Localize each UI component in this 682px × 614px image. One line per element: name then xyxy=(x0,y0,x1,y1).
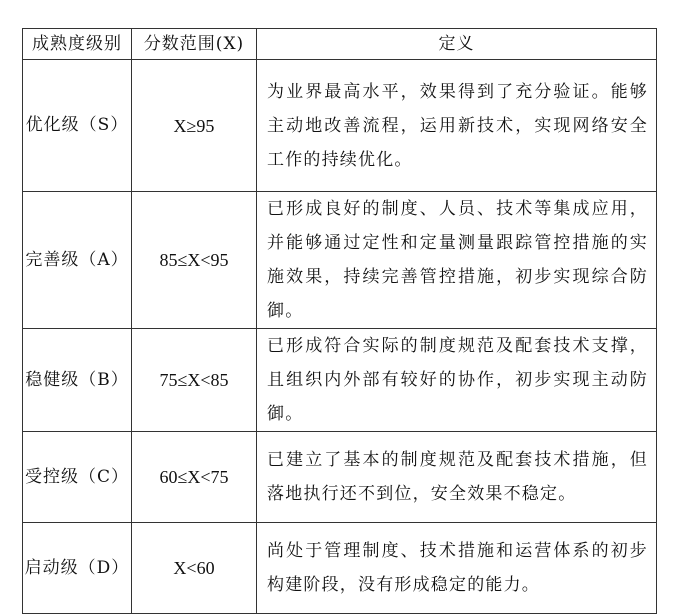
definition-cell: 为业界最高水平，效果得到了充分验证。能够主动地改善流程，运用新技术，实现网络安全工作的持续优化。 xyxy=(257,60,657,192)
table-row xyxy=(23,192,657,329)
table-header xyxy=(23,29,657,60)
score-range-cell: X≥95 xyxy=(132,60,257,192)
header-level: 成熟度级别 xyxy=(23,29,132,60)
score-range-cell: X<60 xyxy=(132,523,257,614)
definition-cell: 已形成符合实际的制度规范及配套技术支撑，且组织内外部有较好的协作，初步实现主动防御。 xyxy=(257,329,657,432)
score-range-cell: 85≤X<95 xyxy=(132,192,257,329)
header-row xyxy=(23,29,657,60)
score-range-cell: 75≤X<85 xyxy=(132,329,257,432)
level-cell: 优化级（S） xyxy=(23,60,132,192)
level-cell: 稳健级（B） xyxy=(23,329,132,432)
table-row xyxy=(23,523,657,614)
table-row xyxy=(23,432,657,523)
maturity-level-table xyxy=(22,28,657,614)
level-cell: 受控级（C） xyxy=(23,432,132,523)
level-cell: 完善级（A） xyxy=(23,192,132,329)
header-definition: 定义 xyxy=(257,29,657,60)
definition-cell: 已建立了基本的制度规范及配套技术措施，但落地执行还不到位，安全效果不稳定。 xyxy=(257,432,657,523)
header-score-range: 分数范围(X) xyxy=(132,29,257,60)
score-range-cell: 60≤X<75 xyxy=(132,432,257,523)
definition-cell: 已形成良好的制度、人员、技术等集成应用，并能够通过定性和定量测量跟踪管控措施的实施效果，持续完善管控措施，初步实现综合防御。 xyxy=(257,192,657,329)
level-cell: 启动级（D） xyxy=(23,523,132,614)
table-row xyxy=(23,329,657,432)
definition-cell: 尚处于管理制度、技术措施和运营体系的初步构建阶段，没有形成稳定的能力。 xyxy=(257,523,657,614)
table-body xyxy=(23,60,657,614)
table-row xyxy=(23,60,657,192)
